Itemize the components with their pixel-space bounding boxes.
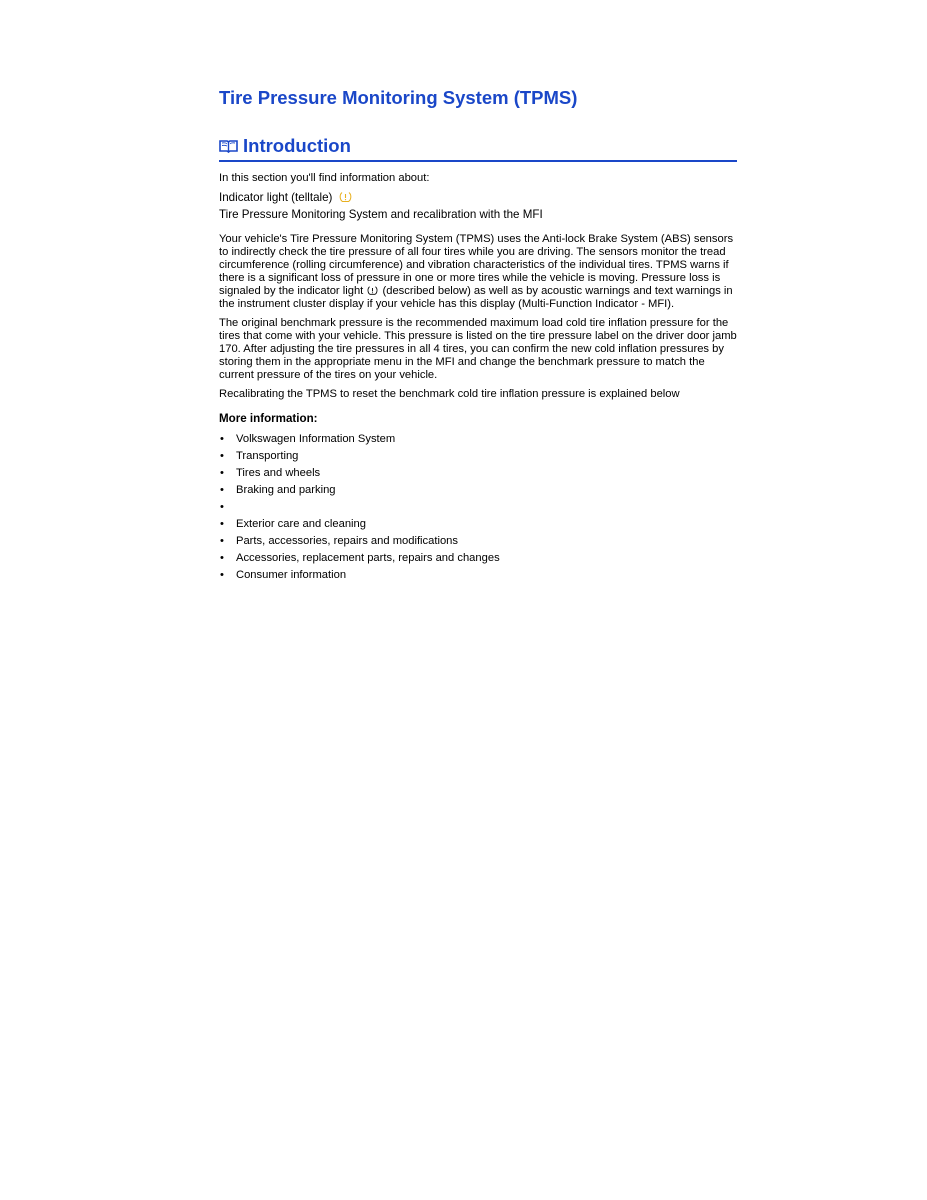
bullet-icon: • bbox=[220, 535, 224, 547]
book-icon bbox=[219, 139, 238, 153]
intro-text: In this section you'll find information about: bbox=[219, 172, 430, 184]
list-item[interactable] bbox=[219, 482, 737, 499]
list-item[interactable] bbox=[219, 550, 737, 567]
link-text: Consumer information bbox=[236, 569, 347, 581]
link-text: Volkswagen Information System bbox=[236, 433, 396, 445]
list-item[interactable] bbox=[219, 431, 737, 448]
list-item[interactable] bbox=[219, 533, 737, 550]
link-text: Exterior care and cleaning bbox=[236, 518, 366, 530]
document-page bbox=[219, 86, 737, 584]
bullet-icon: • bbox=[220, 450, 224, 462]
document-title: Tire Pressure Monitoring System (TPMS) bbox=[219, 87, 578, 108]
more-information-heading: More information: bbox=[219, 412, 318, 425]
bullet-icon: • bbox=[220, 433, 224, 445]
section-title: Introduction bbox=[243, 134, 351, 156]
link-text: Parts, accessories, repairs and modifications bbox=[236, 535, 458, 547]
list-item bbox=[219, 499, 737, 516]
paragraph-benchmark-pressure: The original benchmark pressure is the recommended maximum load cold tire inflation pressure for the tires that come with your vehicle. This pressure is listed on the tire pressure label on the driver door jamb 170. After adjusting the tire pressures in all 4 tires, you can confirm the new cold inflation pressures by storing them in the appropriate menu in the MFI and change the benchmark pressure to match the current pressure of the tires on your vehicle. bbox=[219, 317, 737, 381]
list-item[interactable] bbox=[219, 448, 737, 465]
tire-pressure-indicator-icon bbox=[367, 285, 378, 296]
topic-label: Indicator light (telltale) bbox=[219, 191, 333, 204]
paragraph-tpms-overview bbox=[219, 233, 737, 311]
link-text: Transporting bbox=[236, 450, 299, 462]
bullet-icon: • bbox=[220, 484, 224, 496]
bullet-icon: • bbox=[220, 569, 224, 581]
tire-pressure-warning-icon bbox=[339, 191, 352, 203]
bullet-icon: • bbox=[220, 467, 224, 479]
link-text: Braking and parking bbox=[236, 484, 336, 496]
paragraph-part: Your vehicle's Tire Pressure Monitoring System (TPMS) uses the Anti-lock Brake System (ABS) sensors to indirectly check the tire pressure of all four tires while you are driving. The sensors monitor the tread circumference (rolling circumference) and vibration characteristics of the individual tires. TPMS warns if there is a significant loss of pressure in one or more tires while the vehicle is moving. Pressure loss is signaled by the indicator light bbox=[219, 233, 734, 297]
section-header bbox=[219, 133, 737, 162]
link-text: Tires and wheels bbox=[236, 467, 321, 479]
bullet-icon: • bbox=[220, 552, 224, 564]
bullet-icon: • bbox=[220, 518, 224, 530]
list-item[interactable] bbox=[219, 465, 737, 482]
topic-recalibration[interactable]: Tire Pressure Monitoring System and recalibration with the MFI bbox=[219, 208, 543, 221]
topic-indicator-light[interactable] bbox=[219, 189, 737, 206]
bullet-icon: • bbox=[220, 501, 224, 513]
list-item[interactable] bbox=[219, 567, 737, 584]
paragraph-part: (described below) as well as by acoustic warnings and text warnings in the instrument cluster display if your vehicle has this display (Multi-Function Indicator - MFI). bbox=[219, 285, 733, 310]
link-text: Accessories, replacement parts, repairs and changes bbox=[236, 552, 500, 564]
paragraph-recalibrating: Recalibrating the TPMS to reset the benchmark cold tire inflation pressure is explained below bbox=[219, 388, 680, 400]
list-item[interactable] bbox=[219, 516, 737, 533]
more-information-list bbox=[219, 431, 737, 584]
